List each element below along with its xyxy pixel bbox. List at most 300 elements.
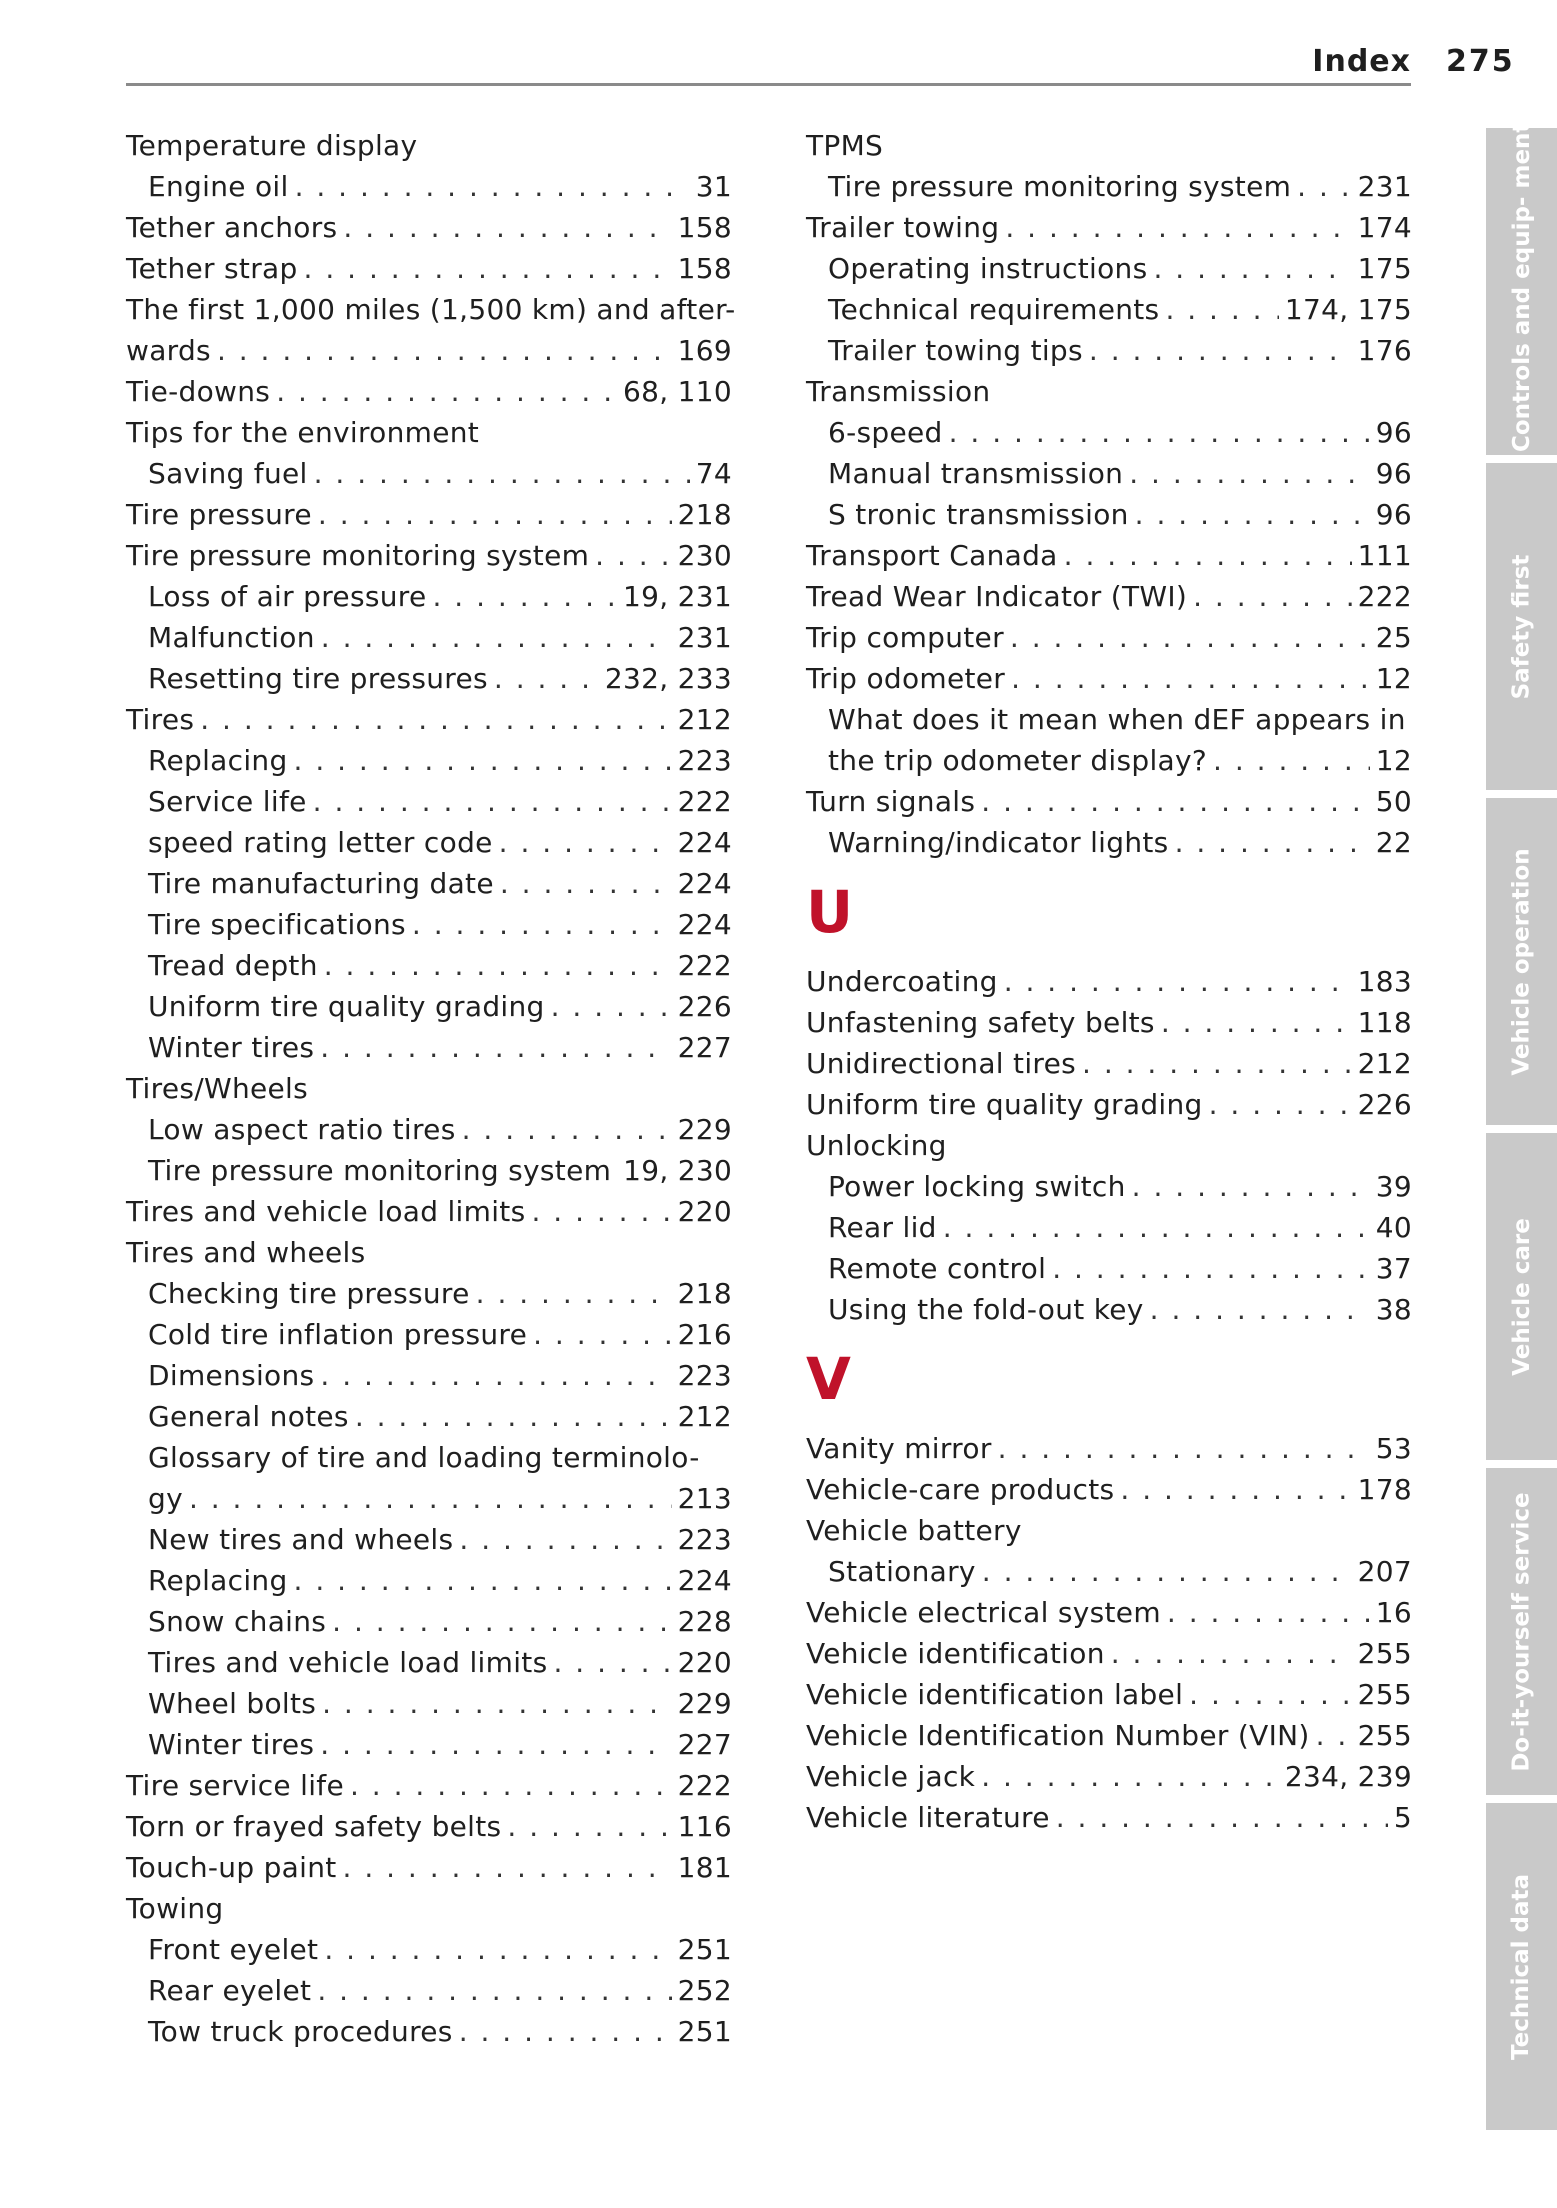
index-entry (806, 1592, 1412, 1633)
entry-text: Unidirectional tires (806, 1047, 1077, 1080)
index-subentry (126, 166, 732, 207)
index-entry (126, 1765, 732, 1806)
index-subentry (806, 166, 1412, 207)
entry-text: Unlocking (806, 1129, 947, 1162)
entry-text: Trailer towing tips (828, 334, 1083, 367)
index-column-right (806, 125, 1412, 1838)
entry-text: Engine oil (148, 170, 289, 203)
dot-leader (324, 945, 672, 986)
index-subentry (126, 617, 732, 658)
index-subentry (806, 248, 1412, 289)
entry-page-ref: 223 (677, 1523, 732, 1556)
dot-leader (318, 494, 672, 535)
dot-leader (343, 1847, 672, 1888)
index-entry (126, 1847, 732, 1888)
entry-text: Cold tire inflation pressure (148, 1318, 528, 1351)
entry-text: Winter tires (148, 1728, 315, 1761)
entry-page-ref: 222 (677, 1769, 732, 1802)
entry-page-ref: 222 (1357, 580, 1412, 613)
entry-page-ref: 68, 110 (623, 375, 732, 408)
index-entry (126, 125, 732, 166)
entry-text: Vehicle electrical system (806, 1596, 1161, 1629)
dot-leader (320, 1724, 671, 1765)
entry-page-ref: 175 (1357, 252, 1412, 285)
index-subentry (806, 1248, 1412, 1289)
dot-leader (1120, 1469, 1351, 1510)
dot-leader (412, 904, 672, 945)
entry-text: Rear eyelet (148, 1974, 312, 2007)
index-entry (806, 125, 1412, 166)
dot-leader (320, 1355, 671, 1396)
entry-text: Torn or frayed safety belts (126, 1810, 502, 1843)
entry-page-ref: 222 (677, 949, 732, 982)
index-subentry (126, 822, 732, 863)
dot-leader (494, 658, 599, 699)
entry-text: Tires/Wheels (126, 1072, 309, 1105)
entry-page-ref: 176 (1357, 334, 1412, 367)
index-entry (126, 1888, 732, 1929)
index-subentry (806, 699, 1412, 740)
entry-page-ref: 183 (1357, 965, 1412, 998)
index-subentry (126, 2011, 732, 2052)
index-subentry (126, 740, 732, 781)
entry-page-ref: 227 (677, 1031, 732, 1064)
dot-leader (459, 2011, 672, 2052)
dot-leader (1004, 961, 1352, 1002)
index-subentry (806, 289, 1412, 330)
dot-leader (355, 1396, 672, 1437)
dot-leader (949, 412, 1370, 453)
dot-leader (462, 1109, 672, 1150)
entry-page-ref: 224 (677, 826, 732, 859)
index-subentry (806, 1207, 1412, 1248)
entry-text: Vehicle jack (806, 1760, 976, 1793)
index-entry (126, 1068, 732, 1109)
index-subentry (126, 576, 732, 617)
index-entry (806, 576, 1412, 617)
index-entry (126, 494, 732, 535)
entry-page-ref: 96 (1375, 457, 1412, 490)
page-header (126, 38, 1516, 86)
entry-page-ref: 169 (677, 334, 732, 367)
entry-page-ref: 22 (1375, 826, 1412, 859)
section-tab-label: Safety first (1508, 554, 1535, 699)
entry-text: Malfunction (148, 621, 315, 654)
entry-page-ref: 224 (677, 867, 732, 900)
entry-text: Touch-up paint (126, 1851, 337, 1884)
entry-page-ref: 222 (677, 785, 732, 818)
index-subentry (126, 658, 732, 699)
entry-text: Tread Wear Indicator (TWI) (806, 580, 1188, 613)
index-subentry (806, 1551, 1412, 1592)
entry-page-ref: 174 (1357, 211, 1412, 244)
dot-leader (343, 207, 671, 248)
entry-text: the trip odometer display? (828, 744, 1208, 777)
entry-page-ref: 25 (1375, 621, 1412, 654)
entry-text: Trip odometer (806, 662, 1006, 695)
entry-text: Winter tires (148, 1031, 315, 1064)
entry-page-ref: 74 (695, 457, 732, 490)
index-subentry (126, 1478, 732, 1519)
dot-leader (1056, 1797, 1388, 1838)
index-subentry (126, 453, 732, 494)
index-subentry (126, 1027, 732, 1068)
index-entry (806, 1469, 1412, 1510)
dot-leader (531, 1191, 671, 1232)
entry-page-ref: 216 (677, 1318, 732, 1351)
entry-text: Tow truck procedures (148, 2015, 453, 2048)
index-entry (126, 207, 732, 248)
entry-text: Trip computer (806, 621, 1004, 654)
entry-page-ref: 220 (677, 1646, 732, 1679)
entry-text: Vehicle-care products (806, 1473, 1115, 1506)
dot-leader (1161, 1002, 1352, 1043)
entry-page-ref: 227 (677, 1728, 732, 1761)
entry-page-ref: 19, 231 (623, 580, 732, 613)
dot-leader (1135, 494, 1370, 535)
entry-page-ref: 255 (1357, 1678, 1412, 1711)
entry-text: Glossary of tire and loading terminolo- (148, 1441, 700, 1474)
index-subentry (806, 1166, 1412, 1207)
entry-page-ref: 178 (1357, 1473, 1412, 1506)
entry-page-ref: 213 (677, 1482, 732, 1515)
dot-leader (551, 986, 672, 1027)
entry-text: Tire specifications (148, 908, 406, 941)
entry-text: gy (148, 1482, 183, 1515)
entry-page-ref: 116 (677, 1810, 732, 1843)
entry-text: Dimensions (148, 1359, 315, 1392)
dot-leader (500, 863, 672, 904)
entry-page-ref: 224 (677, 1564, 732, 1597)
dot-leader (533, 1314, 672, 1355)
dot-leader (553, 1642, 671, 1683)
entry-page-ref: 158 (677, 211, 732, 244)
entry-text: Front eyelet (148, 1933, 319, 1966)
dot-leader (1193, 576, 1352, 617)
entry-page-ref: 224 (677, 908, 732, 941)
entry-page-ref: 118 (1357, 1006, 1412, 1039)
index-subentry (806, 740, 1412, 781)
dot-leader (459, 1519, 671, 1560)
header-rule (126, 83, 1411, 86)
page-title: Index (1312, 44, 1411, 79)
dot-leader (1005, 207, 1351, 248)
section-tab-label: Controls and equip- ment (1508, 121, 1535, 452)
dot-leader (981, 781, 1369, 822)
index-subentry (126, 1150, 732, 1191)
index-subentry (126, 863, 732, 904)
entry-page-ref: 12 (1375, 744, 1412, 777)
dot-leader (1189, 1674, 1351, 1715)
entry-text: 6-speed (828, 416, 943, 449)
entry-page-ref: 228 (677, 1605, 732, 1638)
dot-leader (294, 740, 672, 781)
entry-text: Technical requirements (828, 293, 1160, 326)
entry-page-ref: 226 (677, 990, 732, 1023)
dot-leader (317, 1970, 671, 2011)
dot-leader (217, 330, 672, 371)
entry-text: Operating instructions (828, 252, 1148, 285)
index-entry (126, 699, 732, 740)
index-entry (806, 1043, 1412, 1084)
index-entry (126, 1806, 732, 1847)
dot-leader (295, 166, 690, 207)
entry-text: Vehicle Identification Number (VIN) (806, 1719, 1310, 1752)
entry-text: Temperature display (126, 129, 418, 162)
entry-text: Unfastening safety belts (806, 1006, 1155, 1039)
section-tab[interactable] (1486, 1468, 1557, 1795)
index-entry (806, 658, 1412, 699)
entry-text: Checking tire pressure (148, 1277, 470, 1310)
entry-text: Low aspect ratio tires (148, 1113, 456, 1146)
dot-leader (350, 1765, 672, 1806)
index-subentry (126, 904, 732, 945)
index-entry (806, 535, 1412, 576)
entry-page-ref: 220 (677, 1195, 732, 1228)
section-tab[interactable] (1486, 121, 1557, 455)
dot-leader (1213, 740, 1370, 781)
section-tab-label: Technical data (1508, 1873, 1535, 2060)
index-entry (806, 1715, 1412, 1756)
entry-page-ref: 39 (1375, 1170, 1412, 1203)
index-subentry (806, 494, 1412, 535)
entry-text: Tie-downs (126, 375, 271, 408)
entry-text: Saving fuel (148, 457, 308, 490)
dot-leader (294, 1560, 672, 1601)
entry-text: Stationary (828, 1555, 976, 1588)
dot-leader (1150, 1289, 1370, 1330)
entry-text: Trailer towing (806, 211, 1000, 244)
index-entry (126, 248, 732, 289)
entry-page-ref: 230 (677, 539, 732, 572)
dot-leader (507, 1806, 671, 1847)
index-subentry (126, 1355, 732, 1396)
entry-page-ref: 229 (677, 1687, 732, 1720)
entry-text: Replacing (148, 1564, 288, 1597)
entry-text: Service life (148, 785, 307, 818)
index-subentry (126, 1929, 732, 1970)
entry-page-ref: 232, 233 (604, 662, 732, 695)
entry-text: Warning/indicator lights (828, 826, 1169, 859)
dot-leader (1010, 617, 1370, 658)
entry-page-ref: 53 (1375, 1432, 1412, 1465)
index-entry (126, 535, 732, 576)
dot-leader (1165, 289, 1278, 330)
entry-text: Vehicle identification label (806, 1678, 1184, 1711)
index-subentry (126, 1273, 732, 1314)
entry-page-ref: 252 (677, 1974, 732, 2007)
index-subentry (126, 1683, 732, 1724)
entry-page-ref: 212 (1357, 1047, 1412, 1080)
section-tab[interactable] (1486, 463, 1557, 790)
entry-text: Vehicle identification (806, 1637, 1105, 1670)
entry-text: Vehicle battery (806, 1514, 1022, 1547)
section-tab[interactable] (1486, 798, 1557, 1125)
entry-text: Wheel bolts (148, 1687, 317, 1720)
index-subentry (126, 986, 732, 1027)
index-entry (806, 371, 1412, 412)
entry-text: Tires and wheels (126, 1236, 366, 1269)
dot-leader (1175, 822, 1370, 863)
index-entry (806, 781, 1412, 822)
entry-page-ref: 231 (677, 621, 732, 654)
dot-leader (433, 576, 618, 617)
dot-leader (332, 1601, 671, 1642)
index-subentry (126, 1642, 732, 1683)
entry-page-ref: 223 (677, 1359, 732, 1392)
dot-leader (1153, 248, 1351, 289)
entry-text: Uniform tire quality grading (148, 990, 545, 1023)
entry-page-ref: 251 (677, 1933, 732, 1966)
section-tab-label: Do-it-yourself service (1508, 1491, 1535, 1772)
dot-leader (313, 781, 672, 822)
entry-text: Loss of air pressure (148, 580, 427, 613)
entry-page-ref: 212 (677, 703, 732, 736)
entry-page-ref: 16 (1375, 1596, 1412, 1629)
entry-text: Replacing (148, 744, 288, 777)
index-subentry (806, 412, 1412, 453)
dot-leader (1111, 1633, 1352, 1674)
index-subentry (126, 945, 732, 986)
index-entry (806, 617, 1412, 658)
entry-page-ref: 31 (695, 170, 732, 203)
entry-text: Towing (126, 1892, 224, 1925)
entry-page-ref: 226 (1357, 1088, 1412, 1121)
index-letter-heading: U (806, 878, 854, 946)
entry-text: Uniform tire quality grading (806, 1088, 1203, 1121)
entry-text: Tires (126, 703, 195, 736)
entry-page-ref: 158 (677, 252, 732, 285)
dot-leader (320, 1027, 671, 1068)
index-entry (806, 1674, 1412, 1715)
entry-page-ref: 223 (677, 744, 732, 777)
entry-text: Transmission (806, 375, 991, 408)
section-tab[interactable] (1486, 1133, 1557, 1460)
entry-page-ref: 50 (1375, 785, 1412, 818)
entry-text: Remote control (828, 1252, 1047, 1285)
entry-text: Resetting tire pressures (148, 662, 488, 695)
entry-text: Power locking switch (828, 1170, 1126, 1203)
entry-page-ref: 40 (1375, 1211, 1412, 1244)
dot-leader (1052, 1248, 1370, 1289)
index-entry (126, 330, 732, 371)
dot-leader (1082, 1043, 1352, 1084)
dot-leader (1167, 1592, 1370, 1633)
index-entry (806, 1756, 1412, 1797)
index-subentry (806, 822, 1412, 863)
dot-leader (981, 1756, 1279, 1797)
entry-text: Tire pressure monitoring system (148, 1154, 612, 1187)
dot-leader (998, 1428, 1370, 1469)
index-subentry (126, 1560, 732, 1601)
index-subentry (126, 1396, 732, 1437)
entry-text: Tires and vehicle load limits (126, 1195, 526, 1228)
entry-page-ref: 37 (1375, 1252, 1412, 1285)
index-subentry (126, 781, 732, 822)
index-subentry (126, 1314, 732, 1355)
entry-text: General notes (148, 1400, 349, 1433)
dot-leader (1209, 1084, 1352, 1125)
entry-page-ref: 234, 239 (1284, 1760, 1412, 1793)
index-subentry (126, 1109, 732, 1150)
dot-leader (1297, 166, 1351, 207)
section-tab[interactable] (1486, 1803, 1557, 2130)
entry-page-ref: 218 (677, 498, 732, 531)
dot-leader (304, 248, 672, 289)
dot-leader (200, 699, 671, 740)
entry-text: Tire service life (126, 1769, 344, 1802)
entry-text: Tires and vehicle load limits (148, 1646, 548, 1679)
index-subentry (126, 1724, 732, 1765)
entry-page-ref: 19, 230 (623, 1154, 733, 1187)
entry-text: What does it mean when dEF appears in (828, 703, 1406, 736)
index-entry (806, 1428, 1412, 1469)
index-entry (806, 1797, 1412, 1838)
entry-text: Vanity mirror (806, 1432, 992, 1465)
dot-leader (1011, 658, 1370, 699)
index-subentry (806, 1289, 1412, 1330)
index-letter-heading: V (806, 1345, 851, 1413)
entry-text: Using the fold-out key (828, 1293, 1144, 1326)
index-entry (806, 1002, 1412, 1043)
entry-text: Manual transmission (828, 457, 1124, 490)
index-column-left (126, 125, 736, 2052)
entry-text: Turn signals (806, 785, 976, 818)
entry-page-ref: 207 (1357, 1555, 1412, 1588)
section-tab-label: Vehicle care (1508, 1217, 1535, 1376)
index-entry (806, 1084, 1412, 1125)
index-entry (806, 1510, 1412, 1551)
section-tab-label: Vehicle operation (1508, 847, 1535, 1076)
entry-text: Tether strap (126, 252, 298, 285)
entry-page-ref: 5 (1393, 1801, 1412, 1834)
entry-page-ref: 251 (677, 2015, 732, 2048)
index-subentry (126, 1970, 732, 2011)
dot-leader (276, 371, 617, 412)
entry-page-ref: 218 (677, 1277, 732, 1310)
entry-page-ref: 229 (677, 1113, 732, 1146)
entry-text: Tread depth (148, 949, 318, 982)
dot-leader (314, 453, 690, 494)
index-subentry (126, 1601, 732, 1642)
entry-text: Vehicle literature (806, 1801, 1050, 1834)
entry-page-ref: 181 (677, 1851, 732, 1884)
index-entry (806, 1633, 1412, 1674)
index-entry (806, 1125, 1412, 1166)
index-entry (126, 1191, 732, 1232)
entry-text: wards (126, 334, 211, 367)
dot-leader (324, 1929, 671, 1970)
entry-page-ref: 174, 175 (1284, 293, 1412, 326)
entry-page-ref: 96 (1375, 498, 1412, 531)
index-entry (126, 371, 732, 412)
entry-text: Rear lid (828, 1211, 937, 1244)
entry-page-ref: 255 (1357, 1719, 1412, 1752)
entry-text: S tronic transmission (828, 498, 1129, 531)
dot-leader (321, 617, 672, 658)
dot-leader (1132, 1166, 1370, 1207)
entry-text: Tire pressure monitoring system (828, 170, 1292, 203)
dot-leader (1089, 330, 1352, 371)
dot-leader (189, 1478, 672, 1519)
dot-leader (1129, 453, 1370, 494)
dot-leader (595, 535, 671, 576)
dot-leader (322, 1683, 672, 1724)
dot-leader (476, 1273, 672, 1314)
entry-page-ref: 255 (1357, 1637, 1412, 1670)
entry-text: The first 1,000 miles (1,500 km) and after- (126, 293, 736, 326)
entry-page-ref: 111 (1357, 539, 1412, 572)
